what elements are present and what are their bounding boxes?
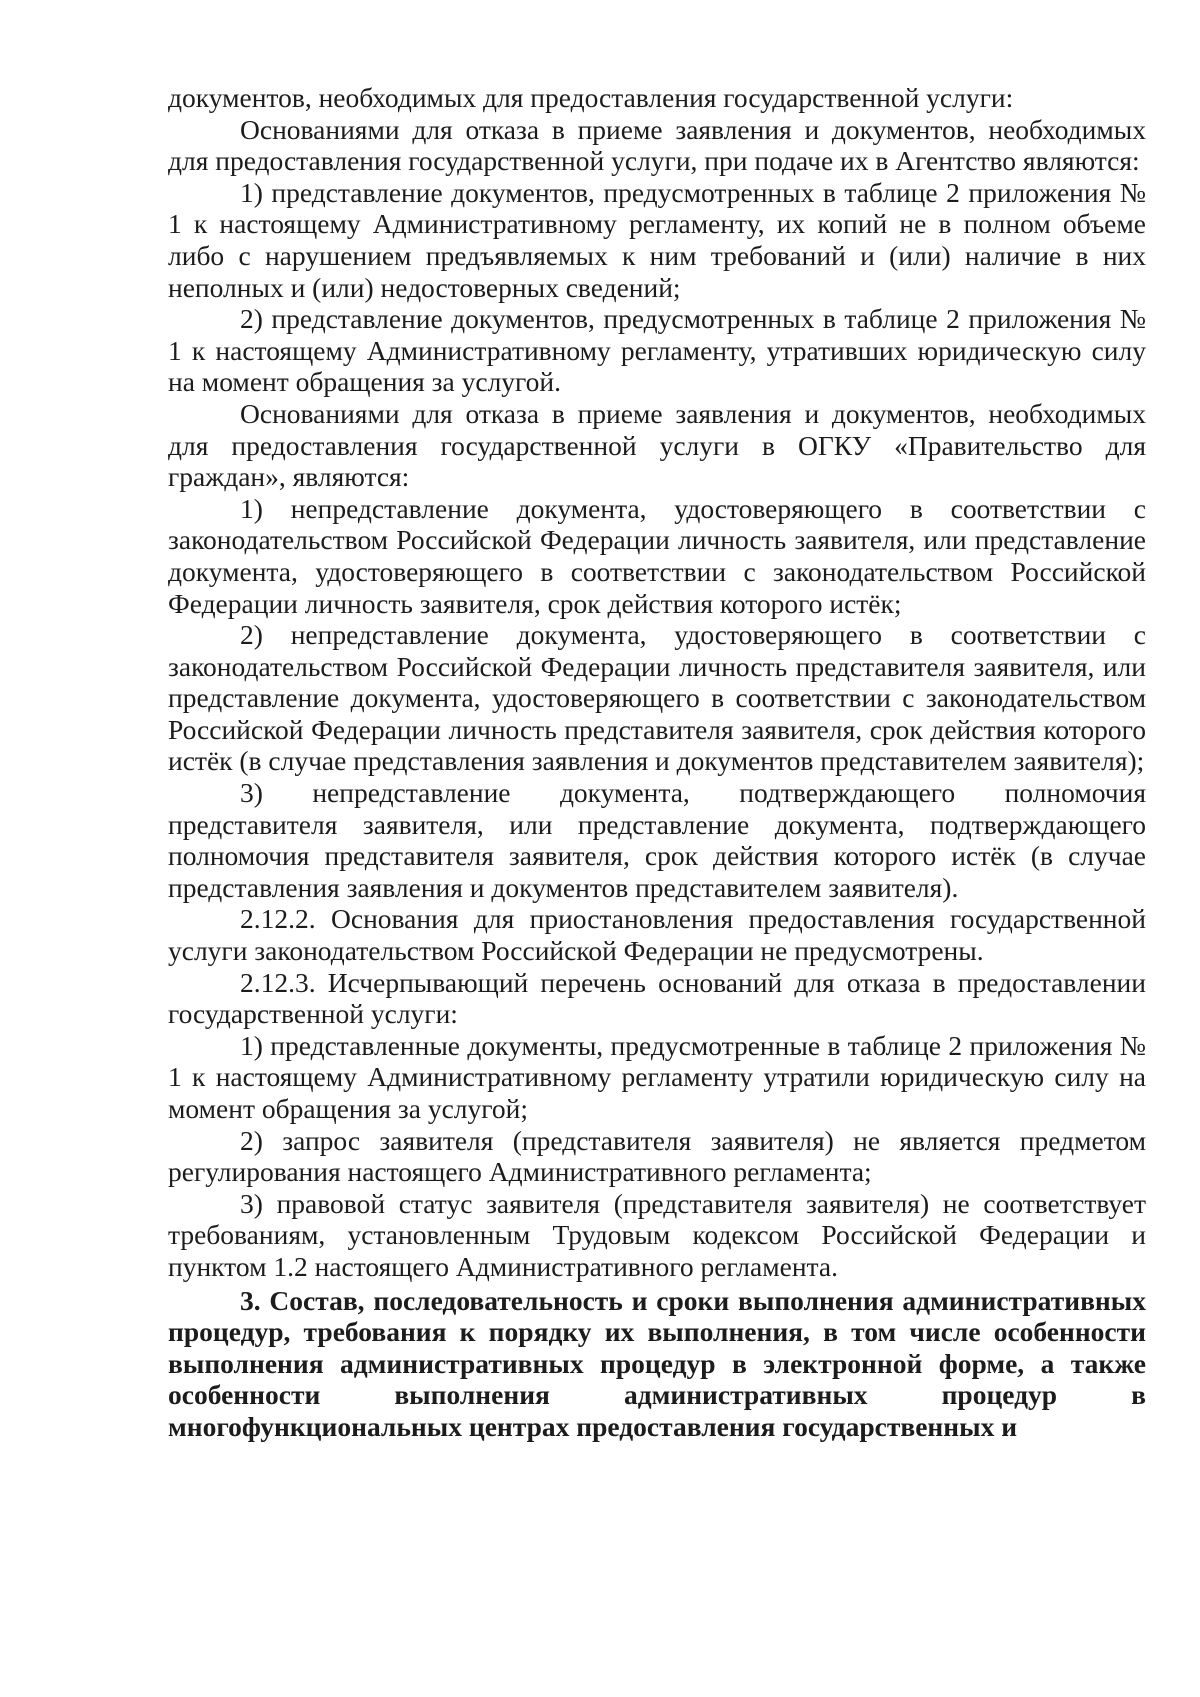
section-3-heading: 3. Состав, последовательность и сроки выполнения административных процедур, требования к порядку их выполнения, в том числе особенности выполнения административных процедур в электронной форме, а также особенности выполнения административных процедур в многофункциональных центрах предоставления государственных и [168,1284,1146,1442]
paragraph-2-12-2: 2.12.2. Основания для приостановления предоставления государственной услуги законодательством Российской Федерации не предусмотрены. [168,903,1146,967]
paragraph-refusal-grounds-ogku: Основаниями для отказа в приеме заявления и документов, необходимых для предоставления государственной услуги в ОГКУ «Правительство для граждан», являются: [168,397,1146,493]
paragraph-item-1: 1) представление документов, предусмотренных в таблице 2 приложения № 1 к настоящему Административному регламенту, их копий не в полном объеме либо с нарушением предъявляемых к ним требований и (или) наличие в них неполных и (или) недостоверных сведений; [168,176,1146,303]
paragraph-ogku-item-2: 2) непредставление документа, удостоверяющего в соответствии с законодательством Российской Федерации личность представителя заявителя, или представление документа, удостоверяющего в соответствии с законодательством Российской Федерации личность представителя заявителя, срок действия которого истёк (в случае представления заявления и документов представителем заявителя); [168,619,1146,777]
paragraph-ogku-item-1: 1) непредставление документа, удостоверяющего в соответствии с законодательством Российской Федерации личность заявителя, или представление документа, удостоверяющего в соответствии с законодательством Российской Федерации личность заявителя, срок действия которого истёк; [168,492,1146,619]
paragraph-refusal-grounds-agency: Основаниями для отказа в приеме заявления и документов, необходимых для предоставления государственной услуги, при подаче их в Агентство являются: [168,113,1146,177]
document-page [168,82,1146,1443]
paragraph-2-12-3: 2.12.3. Исчерпывающий перечень оснований для отказа в предоставлении государственной услуги: [168,966,1146,1030]
paragraph-ogku-item-3: 3) непредставление документа, подтверждающего полномочия представителя заявителя, или представление документа, подтверждающего полномочия представителя заявителя, срок действия которого истёк (в случае представления заявления и документов представителем заявителя). [168,777,1146,903]
paragraph-refusal-item-1: 1) представленные документы, предусмотренные в таблице 2 приложения № 1 к настоящему Административному регламенту утратили юридическую силу на момент обращения за услугой; [168,1029,1146,1124]
paragraph-item-2: 2) представление документов, предусмотренных в таблице 2 приложения № 1 к настоящему Административному регламенту, утративших юридическую силу на момент обращения за услугой. [168,303,1146,398]
paragraph-refusal-item-3: 3) правовой статус заявителя (представителя заявителя) не соответствует требованиям, установленным Трудовым кодексом Российской Федерации и пунктом 1.2 настоящего Административного регламента. [168,1187,1146,1282]
paragraph-continuation: документов, необходимых для предоставления государственной услуги: [168,82,1014,113]
paragraph-refusal-item-2: 2) запрос заявителя (представителя заявителя) не является предметом регулирования настоящего Административного регламента; [168,1124,1146,1188]
